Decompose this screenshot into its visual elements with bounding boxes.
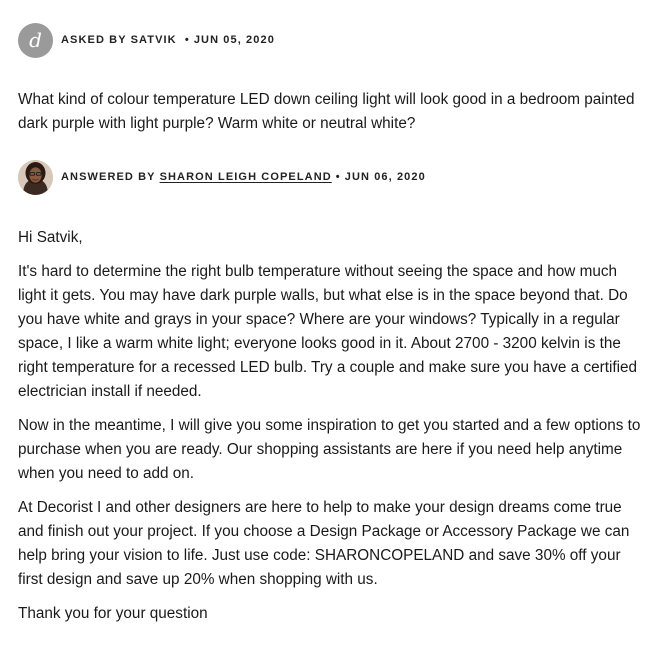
answer-meta-separator: • xyxy=(335,171,341,183)
answer-paragraph-3: At Decorist I and other designers are here to help to make your design dreams come true and finish out your project. If you choose a Design Package or Accessory Package we can help bring your vision to life. Just use code: SHARONCOPELAND and save 30% off your first design and save up 20% when shopping with us. xyxy=(18,499,630,588)
asked-date: JUN 05, 2020 xyxy=(193,34,275,46)
asker-avatar xyxy=(18,23,53,58)
asked-by-label: ASKED BY xyxy=(61,34,127,46)
answerer-avatar xyxy=(18,160,53,195)
answerer-name-link[interactable]: SHARON LEIGH COPELAND xyxy=(159,171,332,183)
answered-date: JUN 06, 2020 xyxy=(344,171,426,183)
qa-thread xyxy=(18,0,648,636)
question-text: What kind of colour temperature LED down ceiling light will look good in a bedroom painted dark purple with light purple? Warm white or neutral white? xyxy=(18,91,635,132)
question-meta-separator: • xyxy=(184,34,190,46)
answerer-portrait-icon xyxy=(18,160,53,195)
asker-name: SATVIK xyxy=(130,34,177,46)
answer-body xyxy=(18,226,648,626)
answer-paragraph-closing: Thank you for your question xyxy=(18,605,208,622)
answered-by-label: ANSWERED BY xyxy=(61,171,156,183)
answer-meta xyxy=(18,158,648,196)
question-meta xyxy=(18,21,648,59)
answer-paragraph-2: Now in the meantime, I will give you some inspiration to get you started and a few options to purchase when you are ready. Our shopping assistants are here if you need help anytime when you need to add on. xyxy=(18,417,641,482)
answer-byline xyxy=(61,171,426,183)
asker-avatar-initial: d xyxy=(29,28,42,52)
question-byline xyxy=(61,34,275,46)
answer-paragraph-greeting: Hi Satvik, xyxy=(18,229,83,246)
answer-paragraph-1: It's hard to determine the right bulb temperature without seeing the space and how much light it gets. You may have dark purple walls, but what else is in the space beyond that. Do you have white and grays in your space? Where are your windows? Typically in a regular space, I like a warm white light; everyone looks good in it. About 2700 - 3200 kelvin is the right temperature for a recessed LED bulb. Try a couple and make sure you have a certified electrician install if needed. xyxy=(18,263,638,400)
